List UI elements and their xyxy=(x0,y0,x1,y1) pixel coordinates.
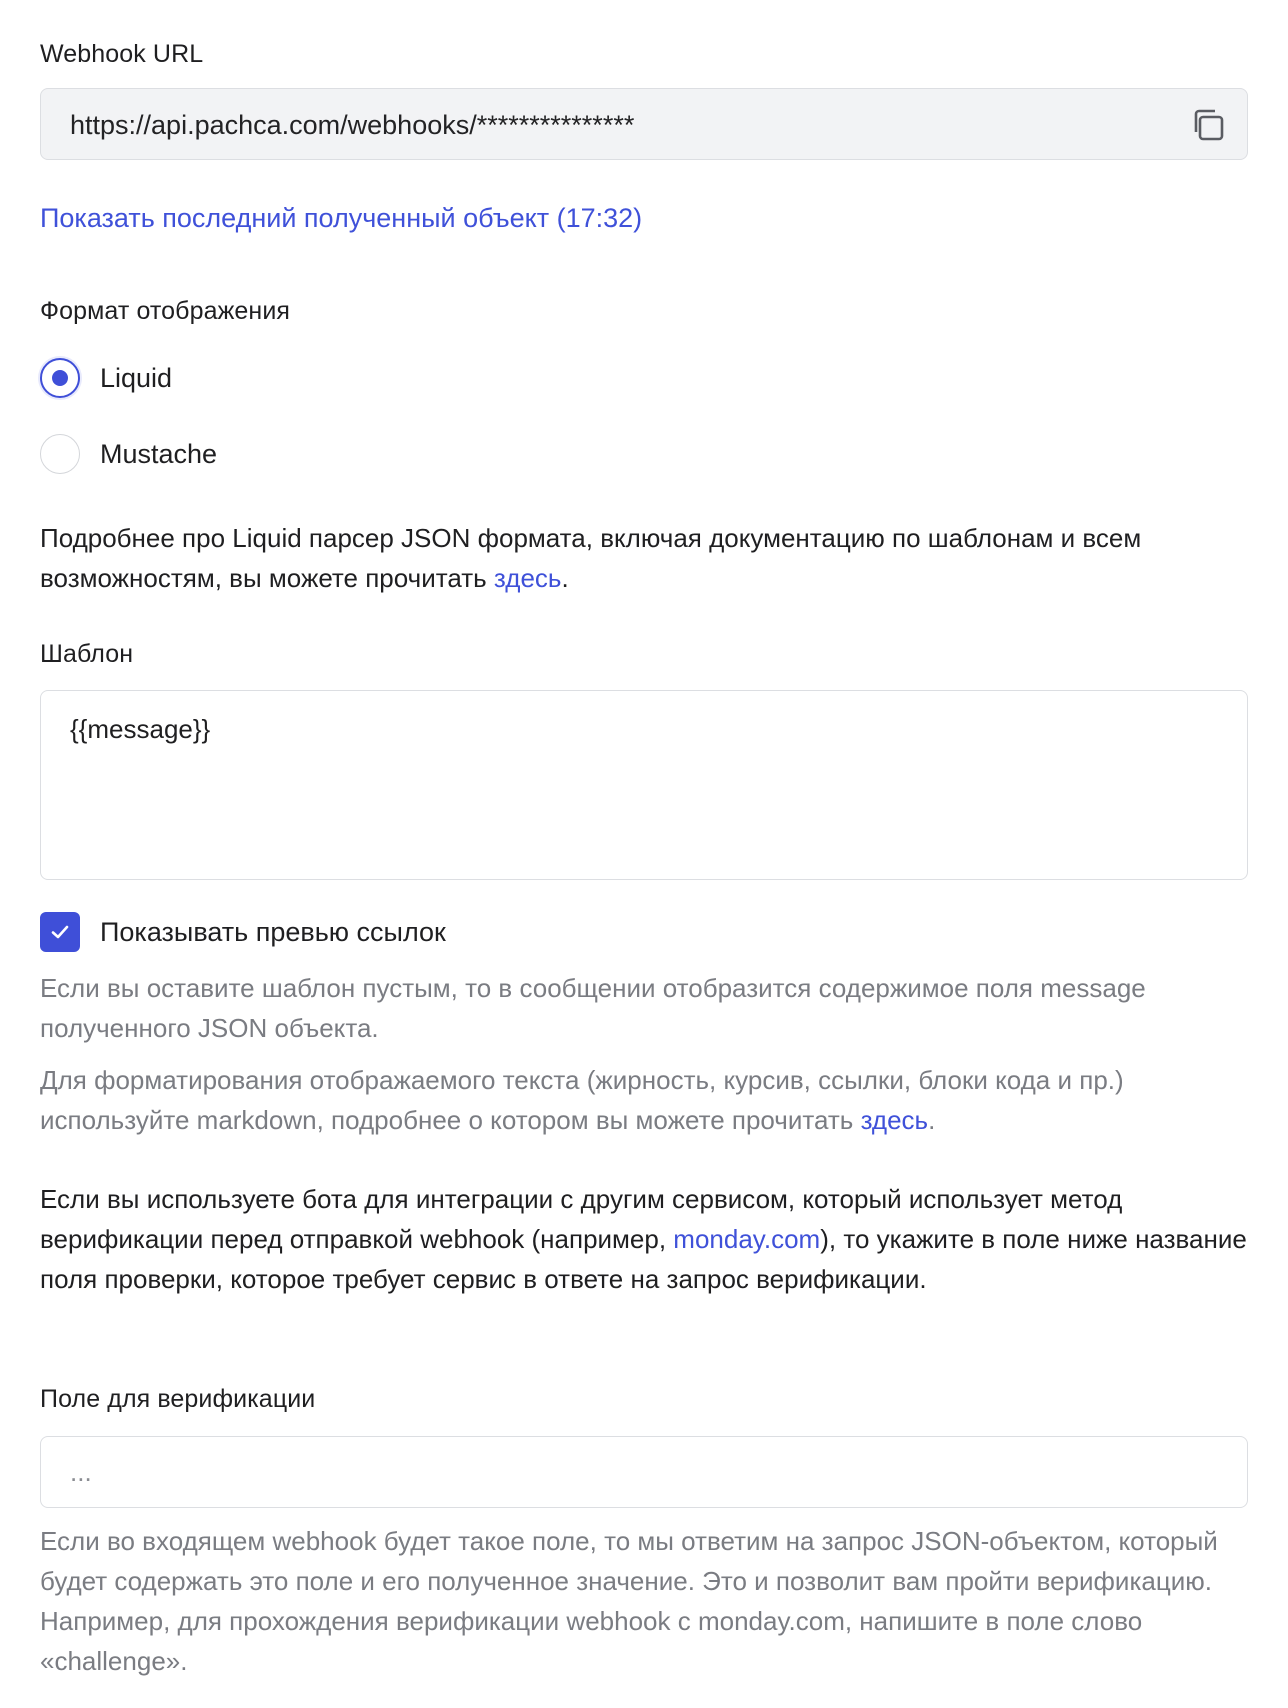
radio-liquid-label: Liquid xyxy=(100,362,173,393)
radio-mustache-indicator[interactable] xyxy=(40,434,80,474)
monday-link[interactable]: monday.com xyxy=(673,1224,821,1254)
preview-links-checkbox[interactable] xyxy=(40,912,80,952)
liquid-docs-link[interactable]: здесь xyxy=(493,563,562,593)
webhook-url-label: Webhook URL xyxy=(40,40,204,68)
liquid-info-text xyxy=(40,518,1250,598)
webhook-url-field[interactable] xyxy=(40,88,1248,160)
template-value: {{message}} xyxy=(70,714,211,744)
radio-liquid-indicator[interactable] xyxy=(40,358,80,398)
verification-field-input[interactable] xyxy=(40,1436,1248,1508)
verification-hint: Если во входящем webhook будет такое поле, то мы ответим на запрос JSON-объектом, который будет содержать это поле и его полученное значение. Это и позволит вам пройти верификацию. Например, для прохождения верификации webhook с monday.com, напишите в поле слово «challenge». xyxy=(40,1526,1218,1676)
show-last-object-link[interactable]: Показать последний полученный объект (17:32) xyxy=(40,203,643,233)
radio-liquid[interactable] xyxy=(40,358,172,398)
preview-links-label: Показывать превью ссылок xyxy=(100,916,446,947)
markdown-hint xyxy=(40,1060,1250,1140)
markdown-hint-text-before: Для форматирования отображаемого текста (жирность, курсив, ссылки, блоки кода и пр.) используйте markdown, подробнее о котором вы можете прочитать xyxy=(40,1065,1124,1135)
liquid-info-text-after: . xyxy=(561,563,569,593)
markdown-docs-link[interactable]: здесь xyxy=(860,1105,929,1135)
webhook-url-value: https://api.pachca.com/webhooks/*************** xyxy=(70,110,635,140)
verification-field-label: Поле для верификации xyxy=(40,1385,316,1413)
verification-info-text-before: Если вы используете бота для интеграции с другим сервисом, который использует метод верификации перед отправкой webhook (например, xyxy=(40,1184,1123,1254)
preview-links-checkbox-row[interactable] xyxy=(40,912,446,952)
radio-mustache[interactable] xyxy=(40,434,217,474)
verification-field-placeholder: ... xyxy=(70,1457,92,1487)
verification-info-text-after: ), то укажите в поле ниже название поля проверки, которое требует сервис в ответе на запрос верификации. xyxy=(40,1224,1247,1294)
template-label: Шаблон xyxy=(40,640,134,668)
copy-icon[interactable] xyxy=(1189,106,1227,144)
markdown-hint-text-after: . xyxy=(928,1105,936,1135)
check-icon xyxy=(49,921,71,943)
format-label: Формат отображения xyxy=(40,297,291,325)
template-textarea[interactable] xyxy=(40,690,1248,880)
empty-template-hint: Если вы оставите шаблон пустым, то в сообщении отобразится содержимое поля message полученного JSON объекта. xyxy=(40,973,1146,1043)
liquid-info-text-before: Подробнее про Liquid парсер JSON формата, включая документацию по шаблонам и всем возможностям, вы можете прочитать xyxy=(40,523,1142,593)
verification-info-text xyxy=(40,1179,1250,1299)
radio-mustache-label: Mustache xyxy=(100,438,218,469)
